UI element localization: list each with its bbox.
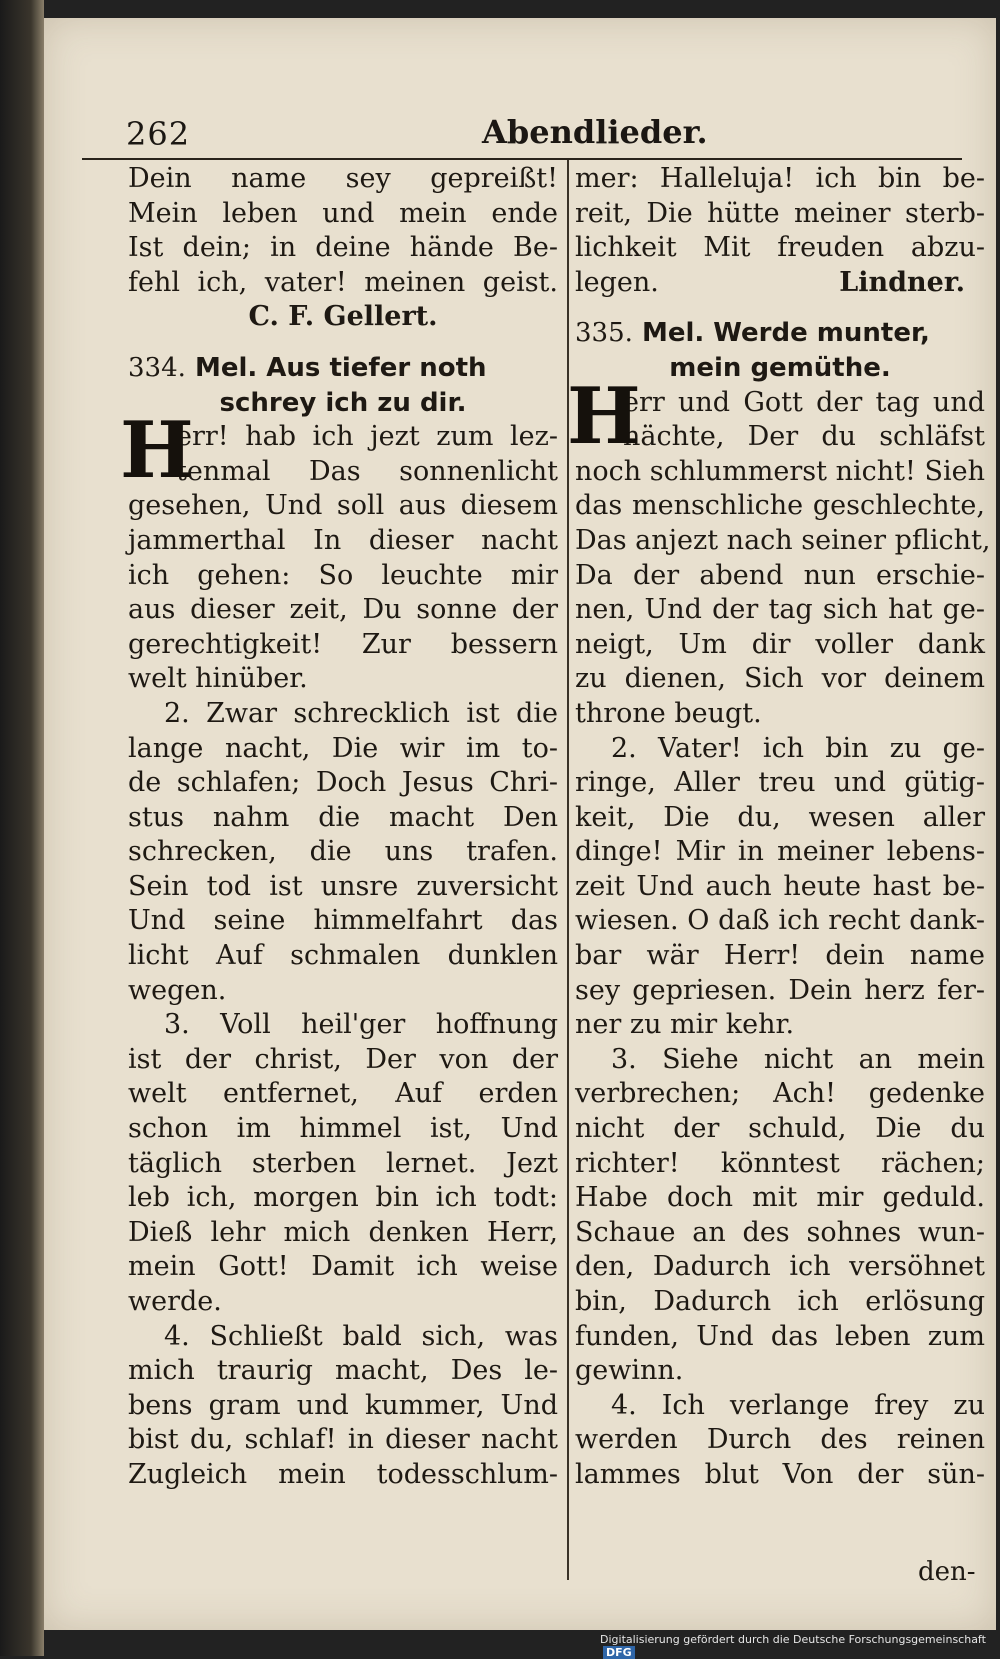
melody-line: mein gemüthe.	[669, 352, 891, 383]
text-line: gerechtigkeit! Zur bessern	[128, 628, 558, 660]
text-line: das menschliche geschlechte,	[575, 490, 985, 522]
text-line: noch schlummerst nicht! Sieh	[575, 455, 985, 487]
text-line: ich gehen: So leuchte mir	[128, 559, 558, 591]
text-line: Und seine himmelfahrt das	[128, 905, 558, 937]
text-line: wiesen. O daß ich recht dank-	[575, 905, 985, 937]
stanza	[567, 370, 985, 462]
text-line: schon im himmel ist, Und	[128, 1113, 558, 1145]
running-title: Abendlieder.	[482, 113, 708, 151]
text-line: ist der christ, Der von der	[128, 1043, 558, 1075]
dfg-logo: DFG	[603, 1646, 635, 1659]
header-rule	[82, 158, 962, 160]
text-line: bin, Dadurch ich erlösung	[575, 1286, 985, 1317]
text-line: tenmal Das sonnenlicht	[176, 455, 558, 487]
text-line: 2. Zwar schrecklich ist die	[164, 697, 558, 729]
stanza	[120, 405, 558, 497]
left-column	[120, 162, 558, 1493]
melody-line: schrey ich zu dir.	[219, 387, 467, 418]
hymn-number: 335.	[575, 318, 633, 349]
funding-footer	[600, 1633, 1000, 1659]
text-line: ringe, Aller treu und gütig-	[575, 767, 985, 799]
text-line: 3. Siehe nicht an mein	[611, 1043, 985, 1075]
text-line: mich traurig macht, Des le-	[128, 1355, 558, 1387]
text-line: jammerthal In dieser nacht	[128, 524, 558, 556]
text-line: bist du, schlaf! in dieser nacht	[128, 1424, 558, 1456]
text-line: funden, Und das leben zum	[575, 1320, 985, 1352]
text-line	[575, 266, 985, 301]
text-line: werden Durch des reinen	[575, 1424, 985, 1456]
text-line: leb ich, morgen bin ich todt:	[128, 1182, 558, 1214]
text-line: schrecken, die uns trafen.	[128, 836, 558, 868]
text-line: Dieß lehr mich denken Herr,	[128, 1216, 558, 1248]
text-line: nächte, Der du schläfst	[623, 421, 985, 453]
melody-line: Mel. Aus tiefer noth	[194, 352, 487, 383]
text-line: Schaue an des sohnes wun-	[575, 1216, 985, 1248]
text-line: Dein name sey gepreißt!	[128, 163, 558, 194]
text-line: neigt, Um dir voller dank	[575, 628, 985, 660]
hymn-number: 334.	[128, 352, 186, 383]
right-column	[567, 162, 991, 1493]
page-number: 262	[126, 115, 191, 153]
text-line: 2. Vater! ich bin zu ge-	[611, 732, 985, 764]
text-line: Zugleich mein todesschlum-	[128, 1458, 558, 1490]
text-line: err! hab ich jezt zum lez-	[176, 421, 558, 453]
drop-cap: H	[120, 405, 194, 497]
page-header	[82, 105, 962, 155]
text-line: bens gram und kummer, Und	[128, 1389, 558, 1421]
melody-line: Mel. Werde munter,	[641, 318, 930, 349]
text-line: dinge! Mir in meiner lebens-	[575, 836, 985, 868]
funding-text: Digitalisierung gefördert durch die Deutsche Forschungsgemeinschaft	[600, 1633, 986, 1646]
catchword: den-	[918, 1557, 976, 1587]
text-line: nicht der schuld, Die du	[575, 1113, 985, 1145]
text-line: mein Gott! Damit ich weise	[128, 1251, 558, 1283]
text-line: richter! könntest rächen;	[575, 1147, 985, 1179]
text-line: 4. Schließt bald sich, was	[164, 1320, 558, 1352]
text-line: ner zu mir kehr.	[575, 1009, 795, 1041]
drop-cap: H	[567, 370, 641, 462]
text-line: 4. Ich verlange frey zu	[611, 1389, 985, 1421]
text-line: lichkeit Mit freuden abzu-	[575, 232, 985, 264]
text-line: sey gepriesen. Dein herz fer-	[575, 974, 985, 1006]
text-line: mer: Halleluja! ich bin be-	[575, 163, 985, 194]
text-line: wegen.	[128, 974, 227, 1006]
text-line: Habe doch mit mir geduld.	[575, 1182, 985, 1214]
text-line: lammes blut Von der sün-	[575, 1458, 985, 1490]
text-line: verbrechen; Ach! gedenke	[575, 1078, 985, 1110]
text-line: gesehen, Und soll aus diesem	[128, 490, 558, 522]
text-line: err und Gott der tag und	[623, 386, 985, 418]
text-line: zeit Und auch heute hast be-	[575, 870, 985, 902]
book-gutter	[0, 0, 44, 1656]
text-line: täglich sterben lernet. Jezt	[128, 1147, 558, 1179]
text-line: werde.	[128, 1286, 222, 1317]
text-line: lange nacht, Die wir im to-	[128, 732, 558, 764]
text-line-content: legen.	[575, 266, 659, 298]
text-line: keit, Die du, wesen aller	[575, 801, 985, 833]
text-line: den, Dadurch ich versöhnet	[575, 1251, 985, 1283]
text-line: zu dienen, Sich vor deinem	[575, 663, 985, 695]
text-line: de schlafen; Doch Jesus Chri-	[128, 767, 558, 799]
hymn-heading	[128, 351, 558, 386]
text-line: Mein leben und mein ende	[128, 197, 558, 229]
text-line: aus dieser zeit, Du sonne der	[128, 594, 558, 626]
text-line: gewinn.	[575, 1355, 684, 1387]
hymn-heading	[575, 316, 985, 351]
text-line: Da der abend nun erschie-	[575, 559, 985, 591]
text-line: licht Auf schmalen dunklen	[128, 940, 558, 972]
text-line: throne beugt.	[575, 697, 762, 729]
text-line: Ist dein; in deine hände Be-	[128, 232, 558, 264]
text-line: reit, Die hütte meiner sterb-	[575, 197, 985, 229]
text-line: Das anjezt nach seiner pflicht,	[575, 524, 991, 556]
hymn-attribution: C. F. Gellert.	[248, 301, 438, 333]
text-line: fehl ich, vater! meinen geist.	[128, 266, 558, 298]
text-line: nen, Und der tag sich hat ge-	[575, 594, 985, 626]
text-line: welt entfernet, Auf erden	[128, 1078, 558, 1110]
text-line: stus nahm die macht Den	[128, 801, 558, 833]
text-line: bar wär Herr! dein name	[575, 940, 985, 972]
hymn-attribution: Lindner.	[839, 266, 965, 298]
text-line: Sein tod ist unsre zuversicht	[128, 870, 558, 902]
text-line: welt hinüber.	[128, 663, 308, 695]
text-line: 3. Voll heil'ger hoffnung	[164, 1009, 558, 1041]
